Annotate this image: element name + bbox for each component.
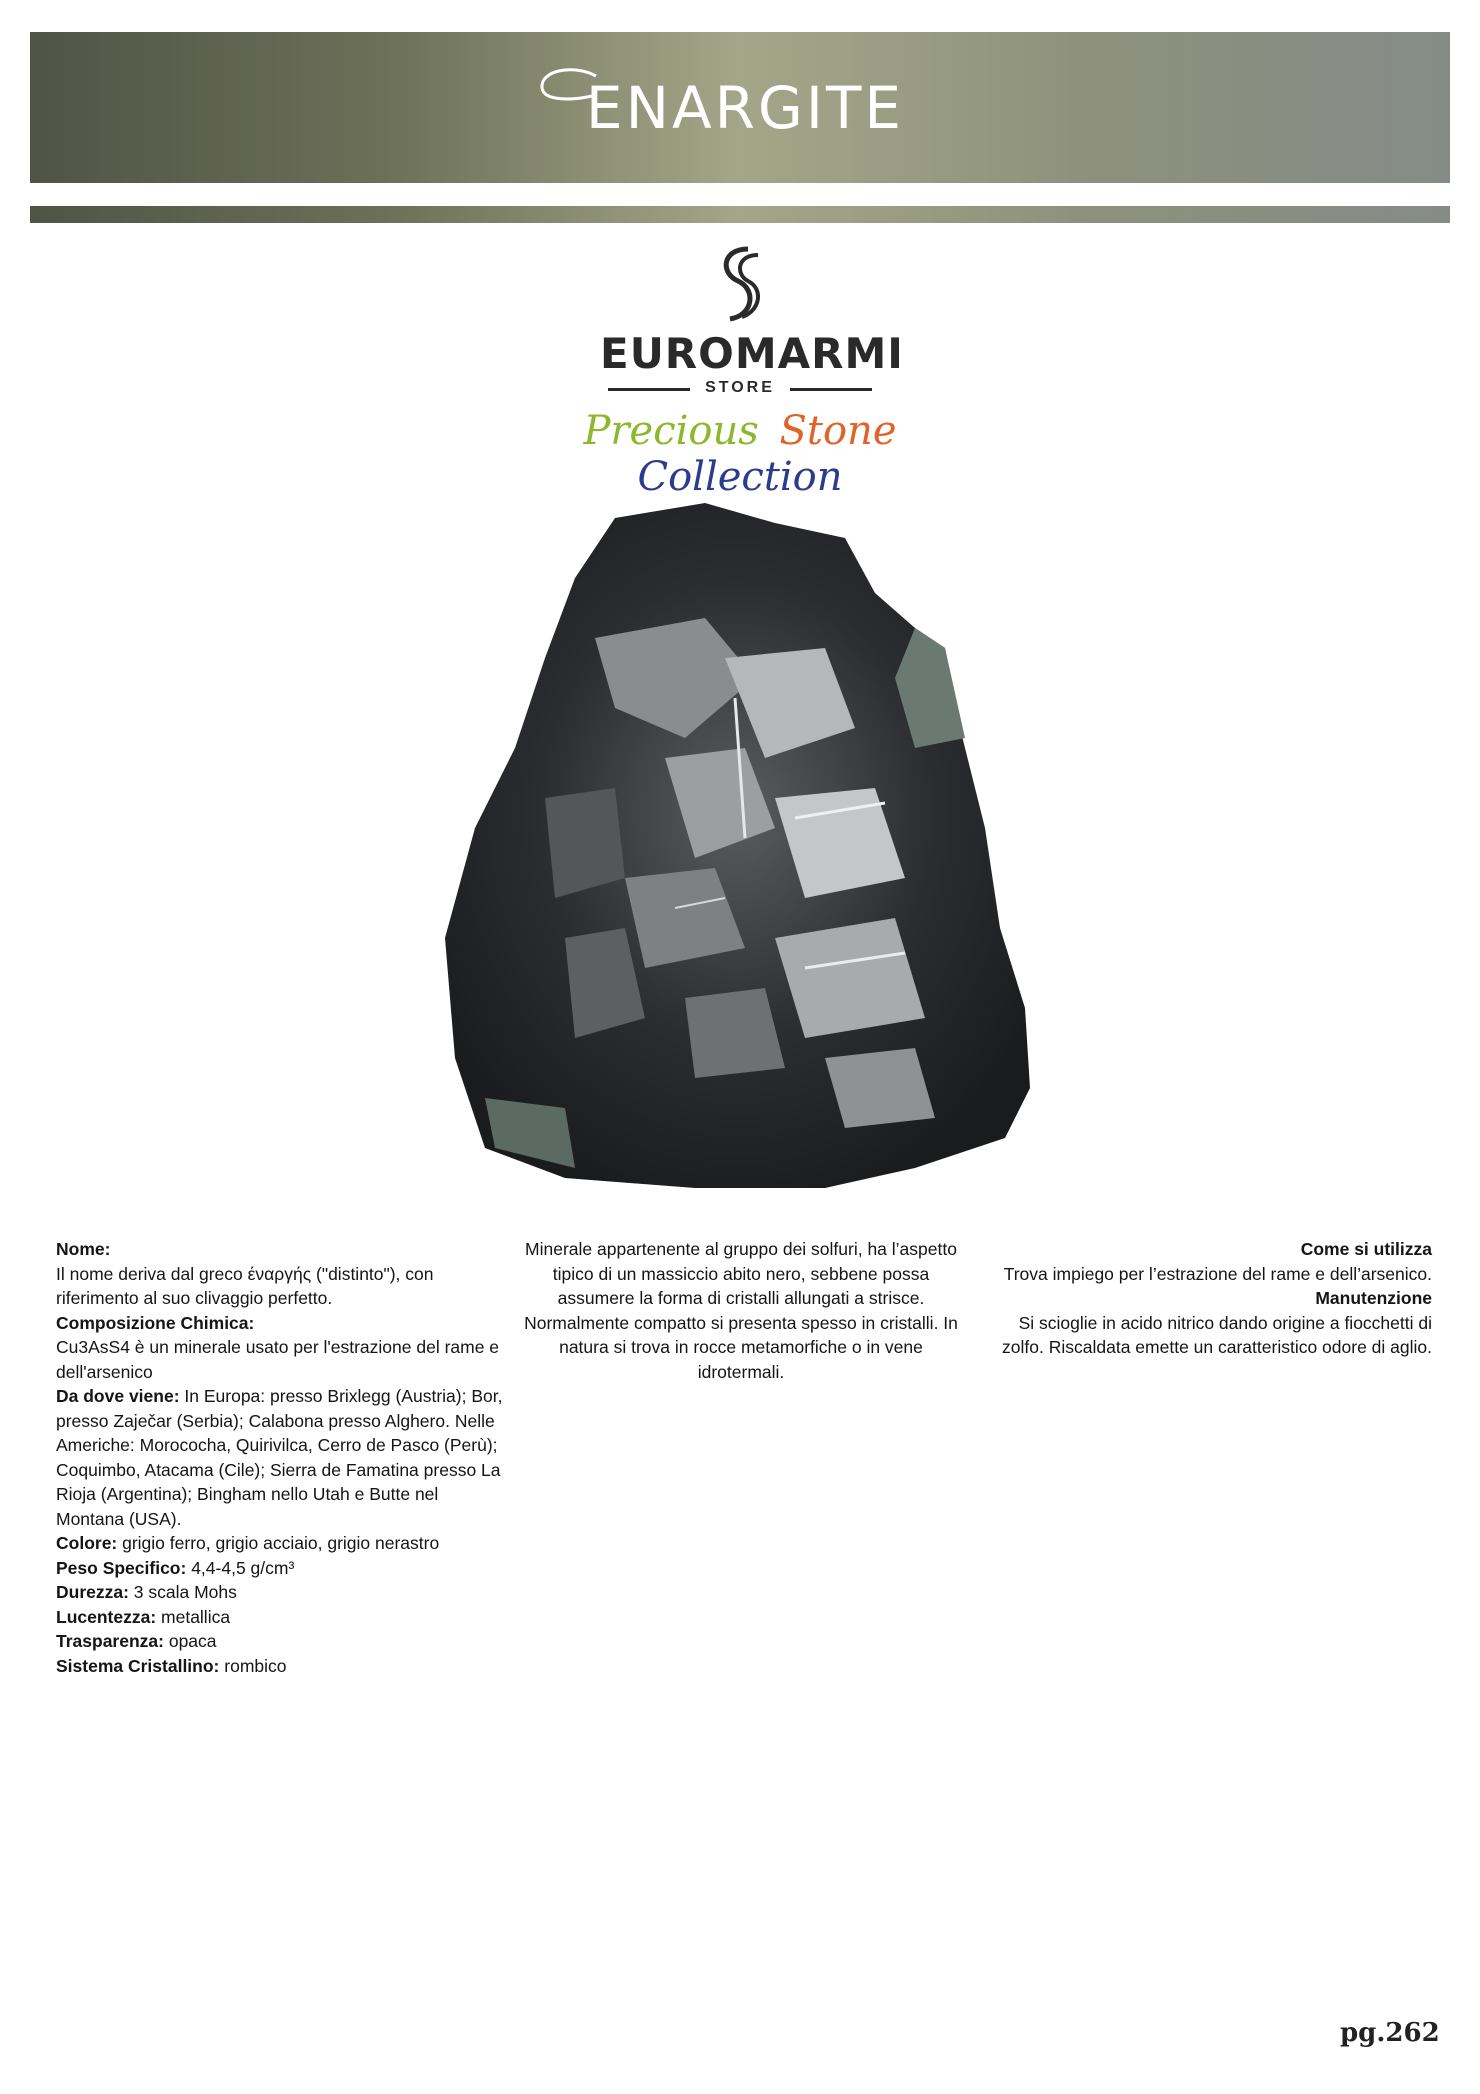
manutenzione-text: Si scioglie in acido nitrico dando origine a fiocchetti di zolfo. Riscaldata emette un caratteristico odore di aglio. — [1002, 1312, 1432, 1357]
durezza-row — [56, 1580, 506, 1605]
description-column — [516, 1237, 966, 1384]
uso-text: Trova impiego per l’estrazione del rame e dell’arsenico. — [1003, 1263, 1432, 1284]
sistema-row — [56, 1654, 506, 1679]
sistema-label: Sistema Cristallino: — [56, 1655, 220, 1676]
trasparenza-text: opaca — [163, 1631, 217, 1651]
title-banner — [30, 32, 1450, 183]
page-title — [576, 74, 904, 142]
provenienza-text: In Europa: presso Brixlegg (Austria); Bor, presso Zaječar (Serbia); Calabona presso Alghero. Nelle Americhe: Morococha, Quirivilca, Cerro de Pasco (Perù); Coquimbo, Atacama (Cile); Sierra de Famatina presso La Rioja (Argentina); Bingham nello Utah e Butte nel Montana (USA). — [56, 1386, 503, 1529]
lucentezza-label: Lucentezza: — [56, 1606, 157, 1627]
lucentezza-text: metallica — [156, 1606, 231, 1627]
colore-text: grigio ferro, grigio acciaio, grigio nerastro — [117, 1533, 440, 1553]
durezza-label: Durezza: — [56, 1582, 129, 1602]
durezza-text: 3 scala Mohs — [128, 1582, 237, 1602]
page-number: pg.262 — [1340, 2018, 1440, 2048]
provenienza-row — [56, 1384, 506, 1531]
provenienza-label: Da dove viene: — [56, 1386, 180, 1406]
title-swash-ornament — [534, 66, 624, 126]
peso-row — [56, 1556, 506, 1581]
enargite-specimen-image — [445, 498, 1040, 1198]
nome-text: Il nome deriva dal greco έναργής ("distinto"), con riferimento al suo clivaggio perfetto. — [56, 1263, 434, 1308]
peso-label: Peso Specifico: — [56, 1557, 187, 1578]
usage-column — [996, 1237, 1432, 1360]
brand-logo — [600, 245, 904, 396]
sistema-text: rombico — [219, 1655, 287, 1676]
properties-column — [56, 1237, 506, 1678]
double-s-logo-icon — [712, 245, 768, 325]
peso-text: 4,4-4,5 g/cm³ — [186, 1557, 295, 1578]
collection-title — [540, 408, 940, 500]
nome-label: Nome: — [56, 1239, 111, 1259]
composizione-label: Composizione Chimica: — [56, 1312, 255, 1333]
collection-word-precious: Precious — [583, 408, 759, 454]
lucentezza-row — [56, 1605, 506, 1630]
page-title-text: ENARGITE — [585, 73, 905, 142]
logo-sub-label: STORE — [705, 379, 775, 396]
composizione-text: Cu3AsS4 è un minerale usato per l'estrazione del rame e dell'arsenico — [56, 1337, 500, 1382]
collection-word-stone: Stone — [779, 408, 897, 454]
logo-brand-name: EUROMARMI — [600, 329, 904, 378]
colore-row — [56, 1531, 506, 1556]
collection-word-collection: Collection — [637, 454, 843, 500]
manutenzione-label: Manutenzione — [1315, 1288, 1432, 1308]
description-text: Minerale appartenente al gruppo dei solfuri, ha l’aspetto tipico di un massiccio abito nero, sebbene possa assumere la forma di cristalli allungati a strisce. Normalmente compatto si presenta spesso in cristalli. In natura si trova in rocce metamorfiche o in vene idrotermali. — [524, 1239, 958, 1382]
uso-label: Come si utilizza — [1300, 1239, 1432, 1259]
trasparenza-row — [56, 1629, 506, 1654]
logo-sub-row — [608, 379, 872, 399]
header-rule — [30, 206, 1450, 223]
colore-label: Colore: — [56, 1533, 118, 1553]
trasparenza-label: Trasparenza: — [56, 1631, 164, 1651]
logo-rule-right — [790, 388, 872, 391]
